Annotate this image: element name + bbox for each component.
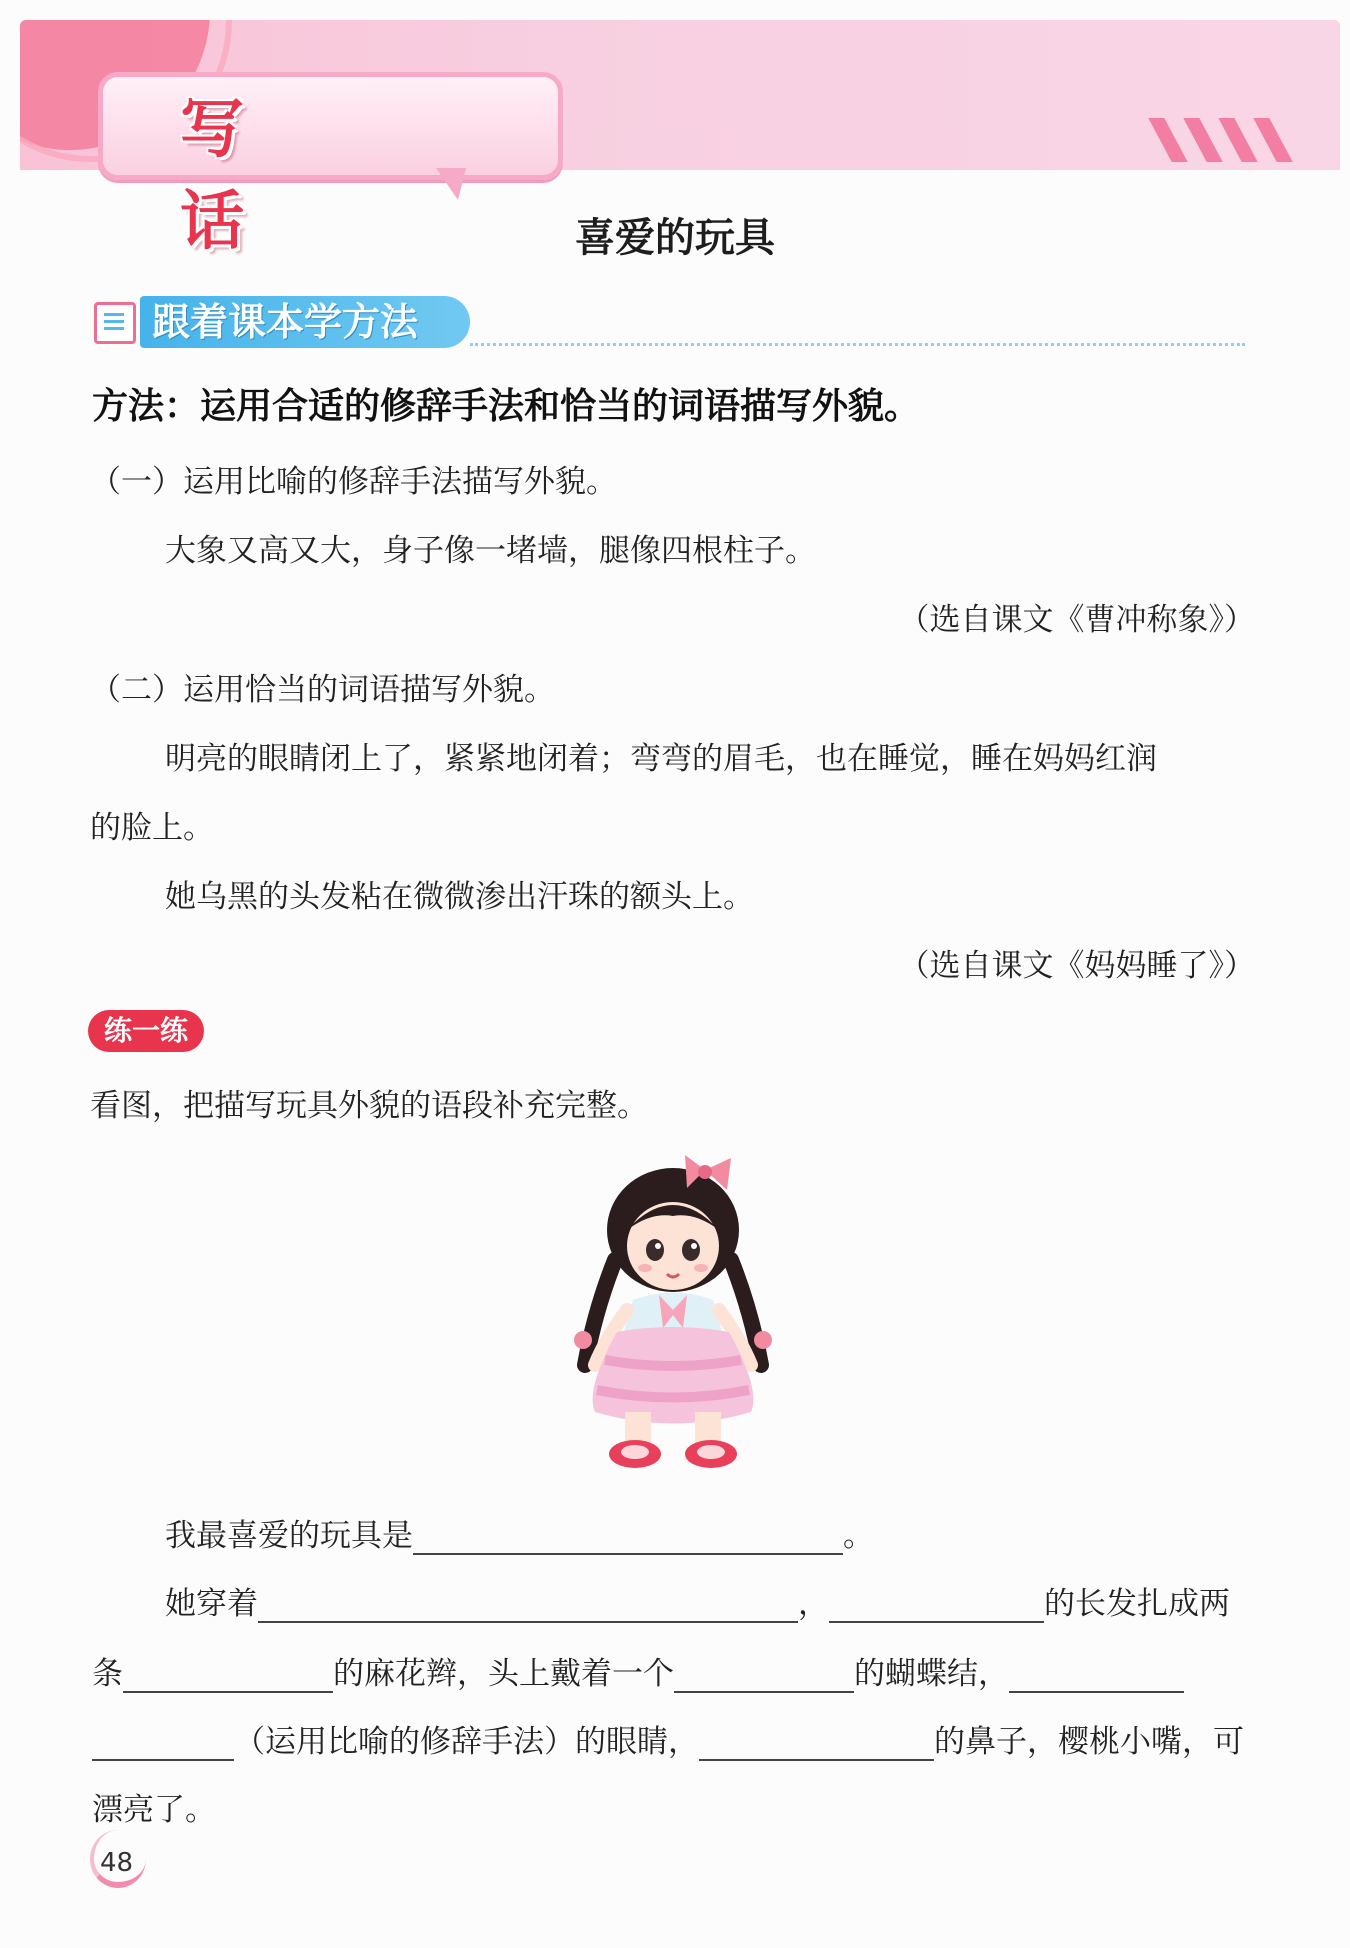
practice-badge-label: 练一练: [103, 1014, 188, 1047]
fill-line-4: [92, 1716, 1244, 1761]
blank-eyes[interactable]: [92, 1729, 234, 1761]
fill-line-2: [165, 1578, 1230, 1623]
part2-source: （选自课文《妈妈睡了》）: [898, 948, 1255, 984]
blank-eyes-start[interactable]: [1009, 1661, 1184, 1693]
fill-text: 的麻花辫，头上戴着一个: [333, 1656, 674, 1692]
blank-hair[interactable]: [829, 1591, 1044, 1623]
section-title: 写话: [180, 93, 336, 259]
part1-example: 大象又高又大，身子像一堵墙，腿像四根柱子。: [165, 533, 816, 569]
fill-text: 。: [843, 1518, 874, 1554]
fill-line-1: [165, 1510, 874, 1555]
fill-text: 她穿着: [165, 1586, 258, 1622]
fill-text: 的蝴蝶结，: [854, 1656, 1009, 1692]
part2-heading: （二）运用恰当的词语描写外貌。: [90, 672, 555, 708]
banner-stripe: [1218, 118, 1257, 162]
part2-example-line1: 明亮的眼睛闭上了，紧紧地闭着；弯弯的眉毛，也在睡觉，睡在妈妈红润: [165, 741, 1157, 777]
part1-source: （选自课文《曹冲称象》）: [898, 602, 1255, 638]
fill-text: 条: [92, 1656, 123, 1692]
part2-example2: 她乌黑的头发粘在微微渗出汗珠的额头上。: [165, 879, 754, 915]
fill-line-5: 漂亮了。: [92, 1792, 216, 1828]
method-statement: 方法：运用合适的修辞手法和恰当的词语描写外貌。: [92, 386, 921, 427]
fill-text: 的鼻子，樱桃小嘴，可: [934, 1724, 1244, 1760]
part1-heading: （一）运用比喻的修辞手法描写外貌。: [90, 464, 617, 500]
fill-text: ，: [798, 1586, 829, 1622]
practice-badge: [88, 1010, 204, 1052]
page-number: 48: [100, 1848, 134, 1878]
page-title: 喜爱的玩具: [575, 215, 775, 261]
fill-text: 我最喜爱的玩具是: [165, 1518, 413, 1554]
doll-illustration: [555, 1150, 795, 1475]
book-icon: [94, 302, 136, 344]
blank-bow[interactable]: [674, 1661, 854, 1693]
fill-text: （运用比喻的修辞手法）的眼睛，: [234, 1724, 699, 1760]
part2-example-line2: 的脸上。: [90, 810, 214, 846]
blank-clothing[interactable]: [258, 1591, 798, 1623]
blank-toy-name[interactable]: [413, 1523, 843, 1555]
banner-stripe: [1253, 118, 1292, 162]
practice-instruction: 看图，把描写玩具外貌的语段补充完整。: [90, 1088, 648, 1124]
blank-nose[interactable]: [699, 1729, 934, 1761]
method-section-label: 跟着课本学方法: [140, 296, 470, 348]
blank-braids[interactable]: [123, 1661, 333, 1693]
fill-text: 的长发扎成两: [1044, 1586, 1230, 1622]
banner-stripe: [1148, 118, 1187, 162]
method-section-header: [94, 296, 464, 348]
banner-stripe: [1183, 118, 1222, 162]
fill-line-3: [92, 1648, 1184, 1693]
dotted-divider: [470, 343, 1245, 346]
